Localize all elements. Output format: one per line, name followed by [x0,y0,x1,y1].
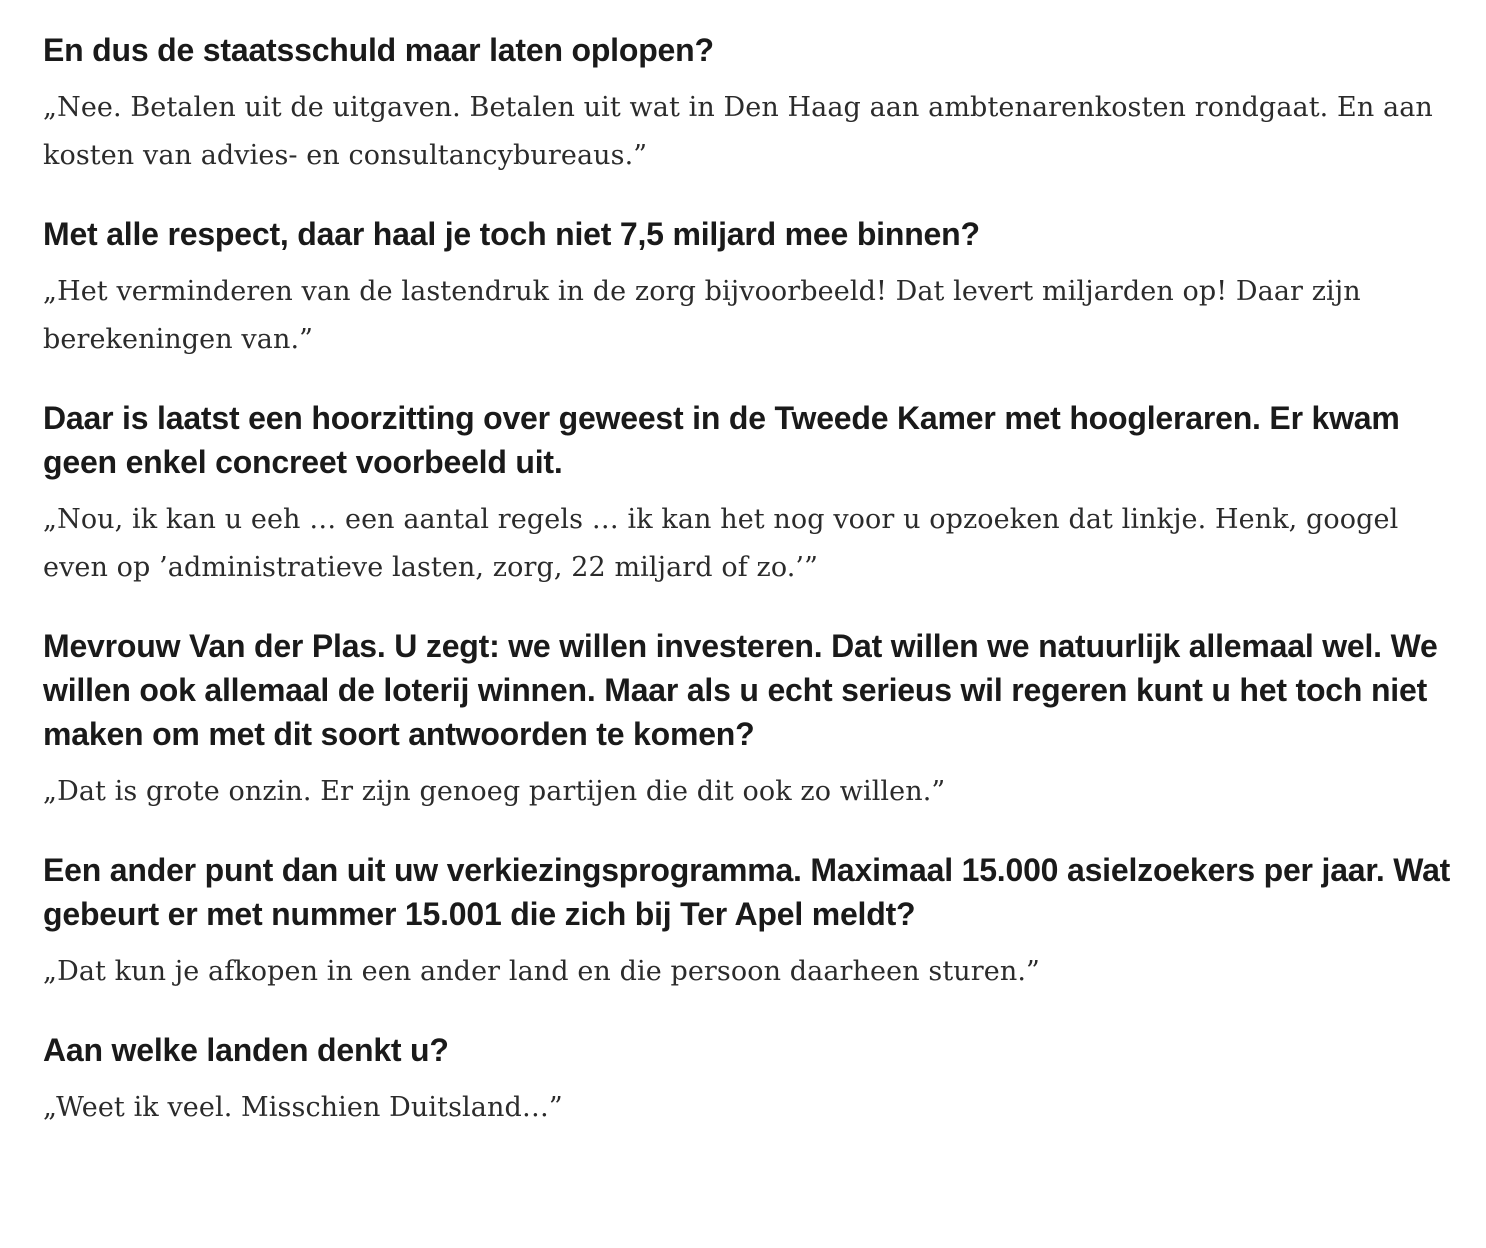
interview-article [43,28,1453,1132]
interview-question: En dus de staatsschuld maar laten oplopen? [43,32,714,68]
interview-answer: „Het verminderen van de lastendruk in de zorg bijvoorbeeld! Dat levert miljarden op! Daar zijn berekeningen van.” [43,276,1361,355]
qa-block [43,848,1453,996]
interview-question: Mevrouw Van der Plas. U zegt: we willen investeren. Dat willen we natuurlijk allemaal wel. We willen ook allemaal de loterij winnen. Maar als u echt serieus wil regeren kunt u het toch niet maken om met dit soort antwoorden te komen? [43,628,1438,752]
interview-question: Een ander punt dan uit uw verkiezingsprogramma. Maximaal 15.000 asielzoekers per jaar. Wat gebeurt er met nummer 15.001 die zich bij Ter Apel meldt? [43,852,1451,932]
interview-answer: „Dat kun je afkopen in een ander land en die persoon daarheen sturen.” [43,956,1040,987]
qa-block [43,624,1453,816]
interview-question: Aan welke landen denkt u? [43,1032,449,1068]
qa-block [43,28,1453,180]
qa-block [43,1028,1453,1132]
qa-block [43,396,1453,592]
interview-question: Met alle respect, daar haal je toch niet 7,5 miljard mee binnen? [43,216,980,252]
interview-answer: „Weet ik veel. Misschien Duitsland…” [43,1092,563,1123]
interview-question: Daar is laatst een hoorzitting over geweest in de Tweede Kamer met hoogleraren. Er kwam geen enkel concreet voorbeeld uit. [43,400,1400,480]
interview-answer: „Nee. Betalen uit de uitgaven. Betalen uit wat in Den Haag aan ambtenarenkosten rondgaat. En aan kosten van advies- en consultancybureaus.” [43,92,1433,171]
qa-block [43,212,1453,364]
interview-answer: „Nou, ik kan u eeh … een aantal regels … ik kan het nog voor u opzoeken dat linkje. Henk, googel even op ’administratieve lasten, zorg, 22 miljard of zo.’” [43,504,1399,583]
interview-answer: „Dat is grote onzin. Er zijn genoeg partijen die dit ook zo willen.” [43,776,946,807]
